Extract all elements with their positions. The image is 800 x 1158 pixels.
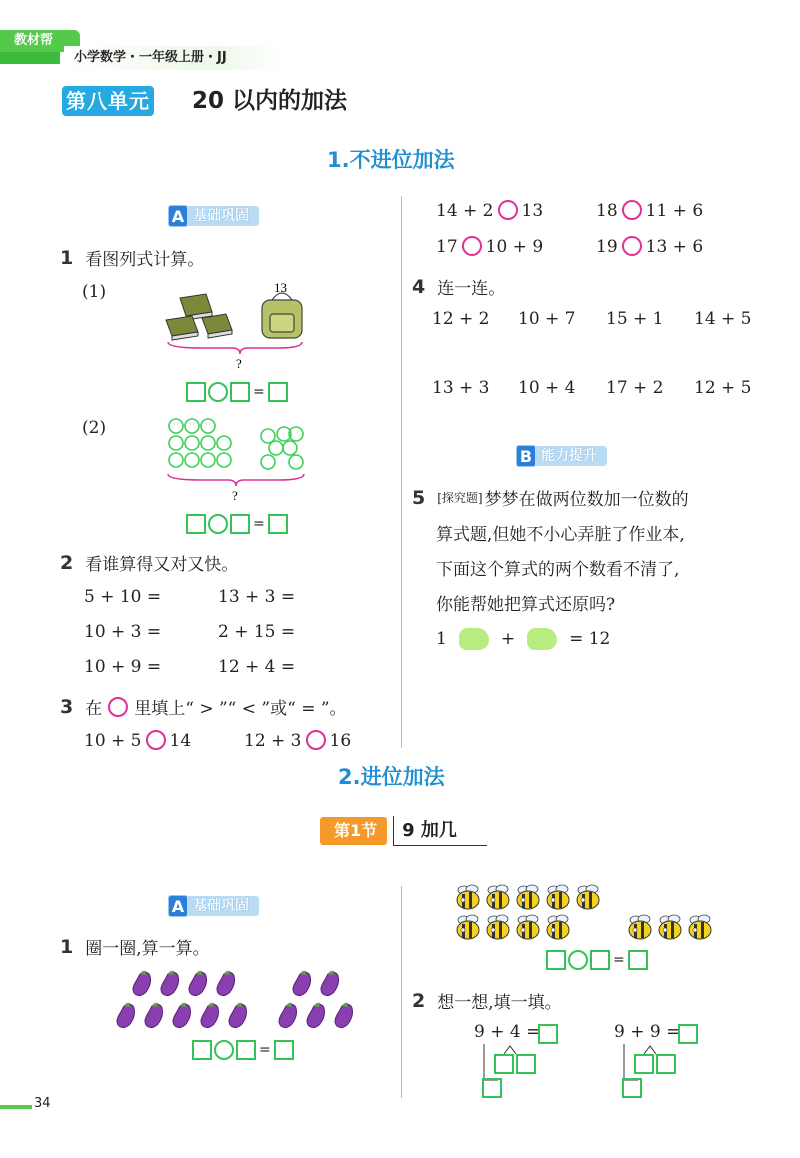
question-number: 3	[60, 695, 74, 718]
question-text: 下面这个算式的两个数看不清了,	[436, 560, 680, 580]
brace	[168, 474, 304, 486]
match-top-item[interactable]: 10 + 7	[518, 309, 576, 329]
answer-box[interactable]	[482, 1078, 502, 1098]
answer-box[interactable]	[628, 950, 648, 970]
q1-sub2: (2)	[82, 418, 107, 438]
question-tag: [探究题]	[437, 491, 483, 505]
plus-sign: +	[500, 629, 516, 649]
footer-accent-bar	[0, 1105, 32, 1109]
column-divider	[401, 196, 402, 748]
q2-item: 10 + 3 =	[84, 622, 162, 642]
unit-title: 20 以内的加法	[192, 88, 348, 114]
label-text: 基础巩固	[187, 206, 259, 226]
question-number: 5	[412, 486, 426, 509]
label-advanced	[516, 444, 607, 468]
compare-circle[interactable]	[498, 200, 518, 220]
q2-item: 5 + 10 =	[84, 587, 162, 607]
q1-answer-row-1	[186, 382, 288, 402]
match-top-item[interactable]: 15 + 1	[606, 309, 664, 329]
answer-box[interactable]	[192, 1040, 212, 1060]
answer-box[interactable]	[634, 1054, 654, 1074]
unit-badge: 第八单元	[62, 86, 154, 116]
unknown-mark: ?	[232, 488, 238, 503]
compare-item	[596, 236, 703, 257]
part2-title: 2.进位加法	[338, 765, 445, 789]
section-tag: 第1节	[320, 817, 387, 845]
answer-box[interactable]	[494, 1054, 514, 1074]
question-text: 在	[85, 699, 103, 719]
answer-box[interactable]	[186, 514, 206, 534]
header-tab: 教材帮	[0, 30, 80, 52]
page-number: 34	[34, 1096, 51, 1111]
question-number: 4	[412, 275, 426, 298]
equals-sign: =	[253, 516, 265, 532]
bee-answer-row	[546, 950, 648, 970]
compare-item	[84, 730, 191, 751]
compare-item	[244, 730, 351, 751]
compare-right: 10 + 9	[485, 237, 544, 257]
answer-box[interactable]	[516, 1054, 536, 1074]
circle-group-left	[169, 419, 231, 467]
header-subtitle: 小学数学・一年级上册・JJ	[64, 46, 282, 70]
decompose-a	[474, 1022, 594, 1098]
answer-box[interactable]	[538, 1024, 558, 1044]
circles-illustration	[162, 414, 312, 510]
answer-box[interactable]	[230, 514, 250, 534]
question-number: 1	[60, 246, 74, 269]
compare-item	[436, 236, 543, 257]
match-bottom-item[interactable]: 10 + 4	[518, 378, 576, 398]
p2-q2-heading	[412, 988, 562, 1013]
compare-right: 16	[329, 731, 352, 751]
compare-circle[interactable]	[622, 236, 642, 256]
section-heading	[320, 816, 487, 846]
brace	[168, 342, 302, 354]
bag-count: 13	[274, 280, 287, 295]
question-text: 算式题,但她不小心弄脏了作业本,	[436, 525, 685, 545]
eggplant-icon	[117, 971, 353, 1028]
q1-answer-row-2	[186, 514, 288, 534]
answer-box[interactable]	[656, 1054, 676, 1074]
question-text: 连一连。	[437, 279, 506, 299]
label-letter: A	[168, 895, 188, 917]
answer-box[interactable]	[678, 1024, 698, 1044]
compare-item	[596, 200, 703, 221]
question-number: 2	[60, 551, 74, 574]
label-basic	[168, 894, 259, 918]
answer-box[interactable]	[274, 1040, 294, 1060]
decompose-expr: 9 + 9 =	[614, 1022, 681, 1042]
operator-circle[interactable]	[208, 514, 228, 534]
q5-equation	[436, 628, 610, 650]
operator-circle[interactable]	[568, 950, 588, 970]
part1-title: 1.不进位加法	[327, 148, 455, 172]
operator-circle[interactable]	[214, 1040, 234, 1060]
question-number: 1	[60, 935, 74, 958]
column-divider-2	[401, 886, 402, 1098]
q3-heading	[60, 694, 347, 719]
compare-left: 14 + 2	[436, 201, 494, 221]
equals-sign: =	[613, 952, 625, 968]
bee-illustration	[450, 884, 720, 946]
question-text: 看谁算得又对又快。	[85, 555, 239, 575]
books-bag-illustration	[162, 278, 312, 370]
eq-digit: 1	[436, 629, 447, 649]
answer-box[interactable]	[230, 382, 250, 402]
compare-right: 14	[169, 731, 192, 751]
match-top-item[interactable]: 14 + 5	[694, 309, 752, 329]
q5-heading	[412, 485, 689, 510]
match-bottom-item[interactable]: 13 + 3	[432, 378, 490, 398]
q2-item: 13 + 3 =	[218, 587, 296, 607]
smudge-blob[interactable]	[459, 628, 489, 650]
answer-box[interactable]	[236, 1040, 256, 1060]
q1-sub1: (1)	[82, 282, 107, 302]
q4-heading	[412, 274, 505, 299]
unknown-mark: ?	[236, 356, 242, 370]
question-number: 2	[412, 989, 426, 1012]
section-name: 9 加几	[393, 816, 487, 846]
compare-right: 11 + 6	[645, 201, 704, 221]
match-bottom-item[interactable]: 12 + 5	[694, 378, 752, 398]
decompose-b	[614, 1022, 734, 1098]
label-text: 基础巩固	[187, 896, 259, 916]
q2-item: 2 + 15 =	[218, 622, 296, 642]
answer-box[interactable]	[186, 382, 206, 402]
answer-box[interactable]	[622, 1078, 642, 1098]
label-letter: A	[168, 205, 188, 227]
compare-left: 18	[596, 201, 618, 221]
compare-right: 13	[521, 201, 544, 221]
compare-left: 17	[436, 237, 458, 257]
compare-circle[interactable]	[306, 730, 326, 750]
schoolbag-icon	[262, 293, 302, 338]
p2-q1-answer-row	[192, 1040, 294, 1060]
equals-sign: =	[259, 1042, 271, 1058]
compare-circle-example	[108, 697, 128, 717]
book-icon	[166, 294, 232, 340]
question-text: 里填上“ > ”“ < ”或“ = ”。	[134, 699, 347, 719]
bee-icon	[457, 885, 711, 939]
answer-box[interactable]	[268, 382, 288, 402]
q1-heading	[60, 245, 204, 270]
question-text: 想一想,填一填。	[437, 993, 562, 1013]
compare-item	[436, 200, 543, 221]
eggplant-illustration	[108, 966, 368, 1032]
compare-circle[interactable]	[146, 730, 166, 750]
compare-left: 10 + 5	[84, 731, 142, 751]
answer-box[interactable]	[268, 514, 288, 534]
operator-circle[interactable]	[208, 382, 228, 402]
question-text: 看图列式计算。	[85, 250, 205, 270]
compare-right: 13 + 6	[645, 237, 704, 257]
answer-box[interactable]	[590, 950, 610, 970]
label-text: 能力提升	[535, 446, 607, 466]
label-basic	[168, 204, 259, 228]
question-text: 圈一圈,算一算。	[85, 939, 210, 959]
question-text: 梦梦在做两位数加一位数的	[484, 490, 689, 510]
q2-heading	[60, 550, 238, 575]
question-text: 你能帮她把算式还原吗?	[436, 595, 616, 615]
smudge-blob[interactable]	[527, 628, 557, 650]
equals-sign: =	[253, 384, 265, 400]
p2-q1-heading	[60, 934, 210, 959]
compare-circle[interactable]	[462, 236, 482, 256]
q2-item: 12 + 4 =	[218, 657, 296, 677]
q2-item: 10 + 9 =	[84, 657, 162, 677]
eq-result: = 12	[569, 629, 611, 649]
answer-box[interactable]	[546, 950, 566, 970]
circle-group-right	[261, 427, 303, 469]
compare-circle[interactable]	[622, 200, 642, 220]
match-bottom-item[interactable]: 17 + 2	[606, 378, 664, 398]
compare-left: 19	[596, 237, 618, 257]
match-top-item[interactable]: 12 + 2	[432, 309, 490, 329]
header-accent-bar	[0, 52, 60, 64]
compare-left: 12 + 3	[244, 731, 302, 751]
decompose-expr: 9 + 4 =	[474, 1022, 541, 1042]
label-letter: B	[516, 445, 536, 467]
